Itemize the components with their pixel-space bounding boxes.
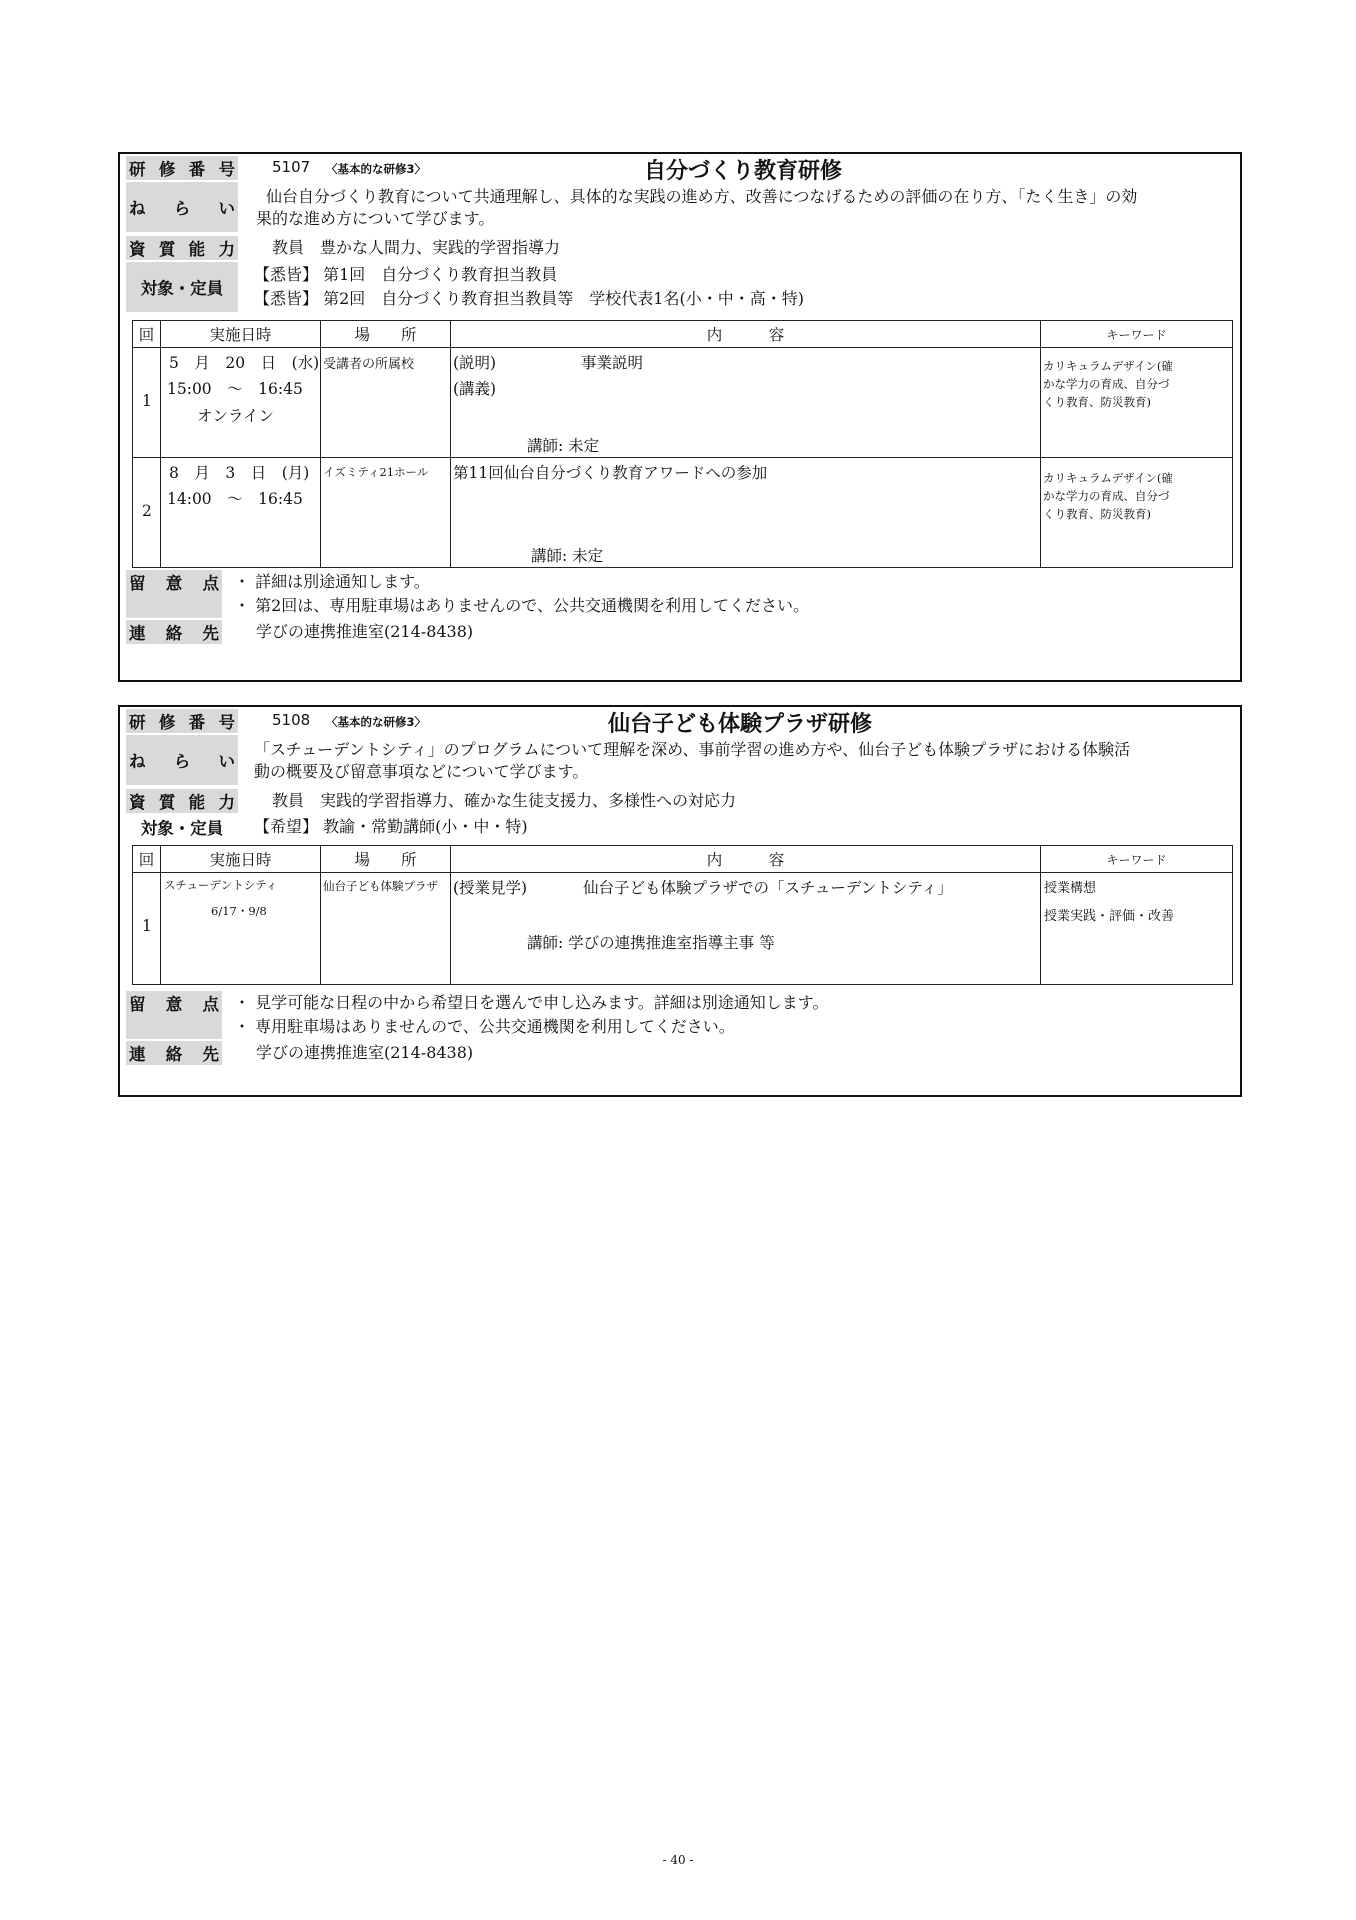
session-no: 1 bbox=[133, 348, 161, 458]
quality-value: 教員 実践的学習指導力、確かな生徒支援力、多様性への対応力 bbox=[272, 791, 737, 810]
session-datetime: スチューデントシティ 6/17・9/8 bbox=[161, 873, 321, 985]
table-row bbox=[133, 873, 1233, 985]
note-1: ・ 詳細は別途通知します。 bbox=[234, 572, 430, 591]
aim-line-1: 仙台自分づくり教育について共通理解し、具体的な実践の進め方、改善につなげるための評価の在り方、「たく生き」の効 bbox=[266, 187, 1138, 206]
course-number: 5107 bbox=[272, 158, 311, 176]
label-notes: 留 意 点 bbox=[126, 991, 222, 1015]
aim-line-1: 「スチューデントシティ」のプログラムについて理解を深め、事前学習の進め方や、仙台子ども体験プラザにおける体験活 bbox=[254, 740, 1131, 759]
page-number: - 40 - bbox=[662, 1853, 694, 1867]
notes-spacer bbox=[126, 594, 222, 618]
note-1: ・ 見学可能な日程の中から希望日を選んで申し込みます。詳細は別途通知します。 bbox=[234, 993, 829, 1012]
label-target: 対象・定員 bbox=[126, 262, 238, 312]
target-line-2: 【悉皆】 第2回 自分づくり教育担当教員等 学校代表1名(小・中・高・特) bbox=[254, 289, 804, 308]
label-course-number: 研 修 番 号 bbox=[126, 709, 238, 733]
note-2: ・ 第2回は、専用駐車場はありませんので、公共交通機関を利用してください。 bbox=[234, 596, 809, 615]
label-aim: ね ら い bbox=[126, 182, 238, 232]
target-line-1: 【悉皆】 第1回 自分づくり教育担当教員 bbox=[254, 265, 558, 284]
aim-line-2: 果的な進め方について学びます。 bbox=[256, 209, 495, 228]
session-datetime: 5 月 20 日 (水) 15:00 ～ 16:45 オンライン bbox=[161, 348, 321, 458]
contact-value: 学びの連携推進室(214-8438) bbox=[256, 1043, 474, 1062]
table-header-row bbox=[133, 846, 1233, 873]
session-place: イズミティ21ホール bbox=[321, 458, 451, 568]
header-place: 場 所 bbox=[321, 321, 451, 348]
header-no: 回 bbox=[133, 846, 161, 873]
session-table bbox=[132, 320, 1233, 568]
session-no: 1 bbox=[133, 873, 161, 985]
header-content: 内 容 bbox=[451, 846, 1041, 873]
session-keyword: カリキュラムデザイン(確 かな学力の育成、自分づ くり教育、防災教育) bbox=[1041, 458, 1233, 568]
label-contact: 連 絡 先 bbox=[126, 620, 222, 644]
table-row bbox=[133, 348, 1233, 458]
note-2: ・ 専用駐車場はありませんので、公共交通機関を利用してください。 bbox=[234, 1017, 735, 1036]
header-keyword: キーワード bbox=[1041, 846, 1233, 873]
session-content: (説明) 事業説明 (講義) 講師: 未定 bbox=[451, 348, 1041, 458]
aim-line-2: 動の概要及び留意事項などについて学びます。 bbox=[254, 762, 589, 781]
label-aim: ね ら い bbox=[126, 735, 238, 785]
header-date: 実施日時 bbox=[161, 321, 321, 348]
course-title: 仙台子ども体験プラザ研修 bbox=[608, 712, 873, 737]
label-quality: 資 質 能 力 bbox=[126, 789, 238, 813]
course-category: 〈基本的な研修3〉 bbox=[326, 715, 427, 729]
session-place: 仙台子ども体験プラザ bbox=[321, 873, 451, 985]
table-header-row bbox=[133, 321, 1233, 348]
session-keyword: カリキュラムデザイン(確 かな学力の育成、自分づ くり教育、防災教育) bbox=[1041, 348, 1233, 458]
notes-spacer bbox=[126, 1015, 222, 1039]
course-card-5107 bbox=[118, 152, 1242, 682]
session-keyword: 授業構想 授業実践・評価・改善 bbox=[1041, 873, 1233, 985]
header-keyword: キーワード bbox=[1041, 321, 1233, 348]
header-place: 場 所 bbox=[321, 846, 451, 873]
header-date: 実施日時 bbox=[161, 846, 321, 873]
target-line-1: 【希望】 教諭・常勤講師(小・中・特) bbox=[254, 817, 528, 836]
header-content: 内 容 bbox=[451, 321, 1041, 348]
quality-value: 教員 豊かな人間力、実践的学習指導力 bbox=[272, 238, 561, 257]
course-card-5108 bbox=[118, 705, 1242, 1097]
session-content: 第11回仙台自分づくり教育アワードへの参加 講師: 未定 bbox=[451, 458, 1041, 568]
label-quality: 資 質 能 力 bbox=[126, 236, 238, 260]
header-no: 回 bbox=[133, 321, 161, 348]
label-notes: 留 意 点 bbox=[126, 570, 222, 594]
label-contact: 連 絡 先 bbox=[126, 1041, 222, 1065]
label-course-number: 研 修 番 号 bbox=[126, 156, 238, 180]
session-table bbox=[132, 845, 1233, 985]
course-title: 自分づくり教育研修 bbox=[644, 159, 843, 184]
table-row bbox=[133, 458, 1233, 568]
session-datetime: 8 月 3 日 (月) 14:00 ～ 16:45 bbox=[161, 458, 321, 568]
label-target: 対象・定員 bbox=[140, 819, 224, 838]
contact-value: 学びの連携推進室(214-8438) bbox=[256, 622, 474, 641]
course-category: 〈基本的な研修3〉 bbox=[326, 162, 427, 176]
session-place: 受講者の所属校 bbox=[321, 348, 451, 458]
session-content: (授業見学) 仙台子ども体験プラザでの「スチューデントシティ」 講師: 学びの連携推進室指導主事 等 bbox=[451, 873, 1041, 985]
course-number: 5108 bbox=[272, 711, 311, 729]
session-no: 2 bbox=[133, 458, 161, 568]
